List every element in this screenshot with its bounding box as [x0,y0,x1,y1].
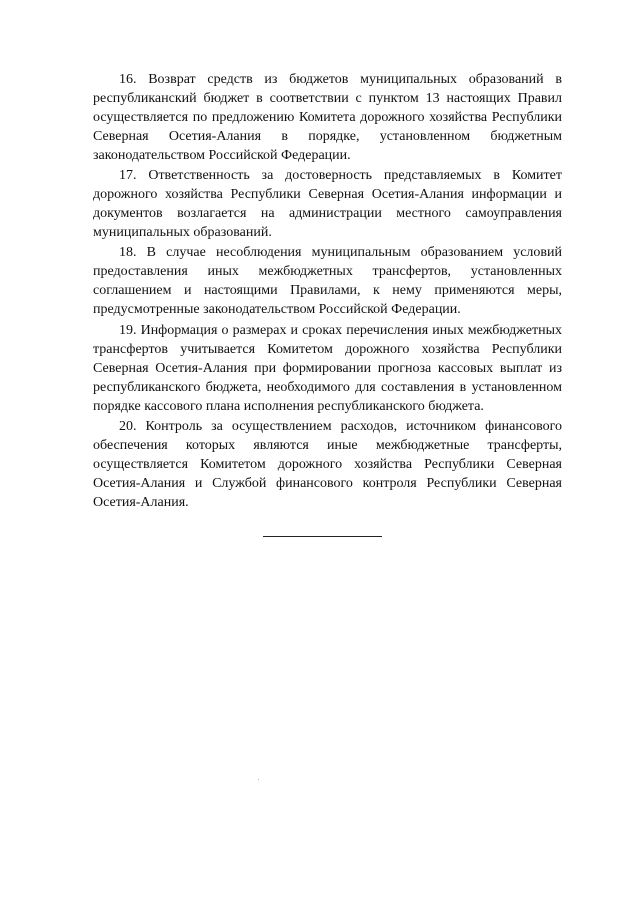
paragraph-19: 19. Информация о размерах и сроках перечисления иных межбюджетных трансфертов учитывается Комитетом дорожного хозяйства Республики Северная Осетия-Алания при формировании прогноза кассовых выплат из республиканского бюджета, необходимого для составления в установленном порядке кассового плана исполнения республиканского бюджета. [93,322,562,414]
paragraph-17: 17. Ответственность за достоверность представляемых в Комитет дорожного хозяйства Республики Северная Осетия-Алания информации и документов возлагается на администрации местного самоуправления муниципальных образований. [93,168,562,241]
paragraph-16: 16. Возврат средств из бюджетов муниципальных образований в республиканский бюджет в соответствии с пунктом 13 настоящих Правил осуществляется по предложению Комитета дорожного хозяйства Республики Северная Осетия-Алания в порядке, установленном бюджетным законодательством Российской Федерации. [93,72,562,163]
paragraph-18: 18. В случае несоблюдения муниципальным образованием условий предоставления иных межбюджетных трансфертов, установленных соглашением и настоящими Правилами, к нему применяются меры, предусмотренные законодательством Российской Федерации. [93,245,562,318]
document-body [93,70,562,513]
paragraph-20: 20. Контроль за осуществлением расходов, источником финансового обеспечения которых являются иные межбюджетные трансферты, осуществляется Комитетом дорожного хозяйства Республики Северная Осетия-Алания и Службой финансового контроля Республики Северная Осетия-Алания. [93,418,562,510]
scan-speck [258,779,259,780]
end-of-document-rule [263,536,382,537]
